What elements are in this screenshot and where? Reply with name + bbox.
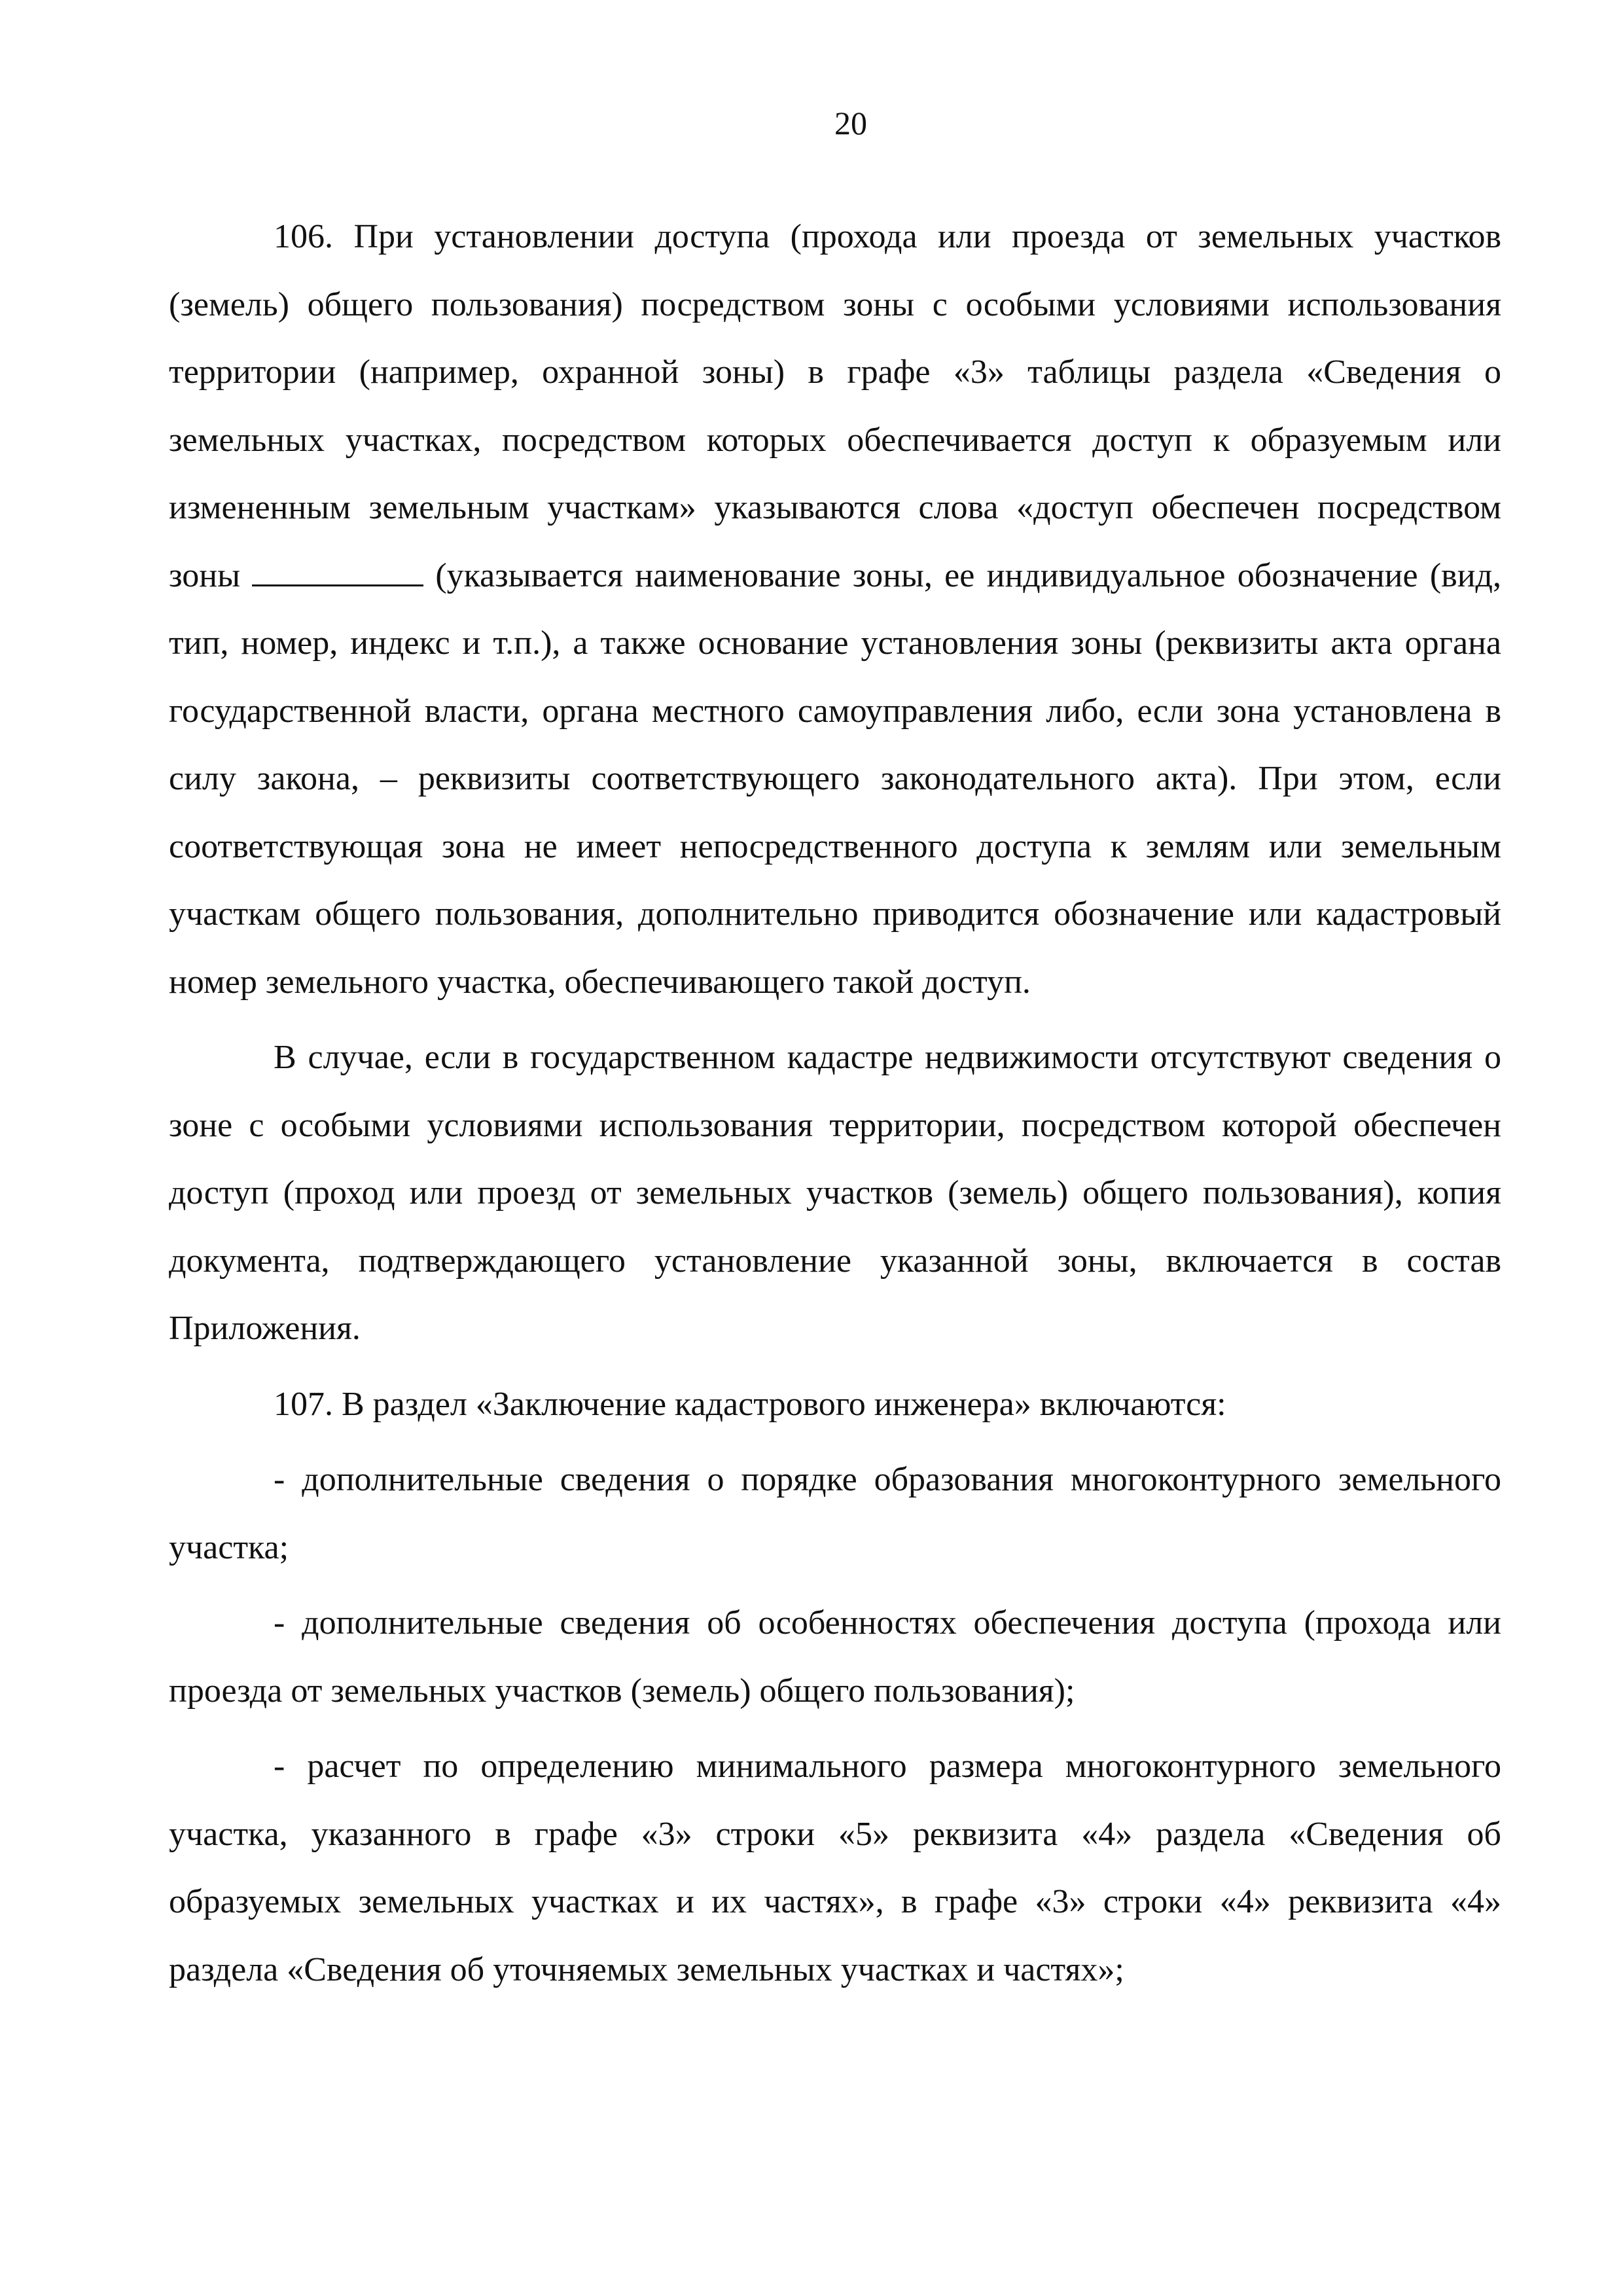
paragraph-106 — [169, 203, 1501, 1016]
list-item-access-details: - дополнительные сведения об особенностях обеспечения доступа (прохода или проезда от земельных участков (земель) общего пользования); — [169, 1604, 1501, 1710]
document-body — [169, 203, 1501, 2003]
list-item-minimum-size-calculation: - расчет по определению минимального размера многоконтурного земельного участка, указанного в графе «3» строки «5» реквизита «4» раздела «Сведения об образуемых земельных участках и их частях», в графе «3» строки «4» реквизита «4» раздела «Сведения об уточняемых земельных участках и частях»; — [169, 1748, 1501, 1988]
page-number: 20 — [834, 105, 867, 141]
fill-in-blank-line — [252, 558, 423, 586]
list-item-multicontour-formation: - дополнительные сведения о порядке образования многоконтурного земельного участка; — [169, 1461, 1501, 1566]
paragraph-106-text: 106. При установлении доступа (прохода или проезда от земельных участков (земель) общего пользования) посредством зоны с особыми условиями использования территории (например, охранной зоны) в графе «3» таблицы раздела «Сведения о земельных участках, посредством которых обеспечивается доступ к образуемым или измененным земельным участкам» указываются слова «доступ обеспечен посредством зоны — [169, 218, 1501, 594]
paragraph-106-missing-zone: В случае, если в государственном кадастре недвижимости отсутствуют сведения о зоне с особыми условиями использования территории, посредством которой обеспечен доступ (проход или проезд от земельных участков (земель) общего пользования), копия документа, подтверждающего установление указанной зоны, включается в состав Приложения. — [169, 1039, 1501, 1347]
paragraph-107-intro: 107. В раздел «Заключение кадастрового инженера» включаются: — [274, 1385, 1226, 1423]
paragraph-106-continuation: (указывается наименование зоны, ее индивидуальное обозначение (вид, тип, номер, индекс и т.п.), а также основание установления зоны (реквизиты акта органа государственной власти, органа местного самоуправления либо, если зона установлена в силу закона, – реквизиты соответствующего законодательного акта). При этом, если соответствующая зона не имеет непосредственного доступа к землям или земельным участкам общего пользования, дополнительно приводится обозначение или кадастровый номер земельного участка, обеспечивающего такой доступ. — [169, 556, 1501, 1001]
